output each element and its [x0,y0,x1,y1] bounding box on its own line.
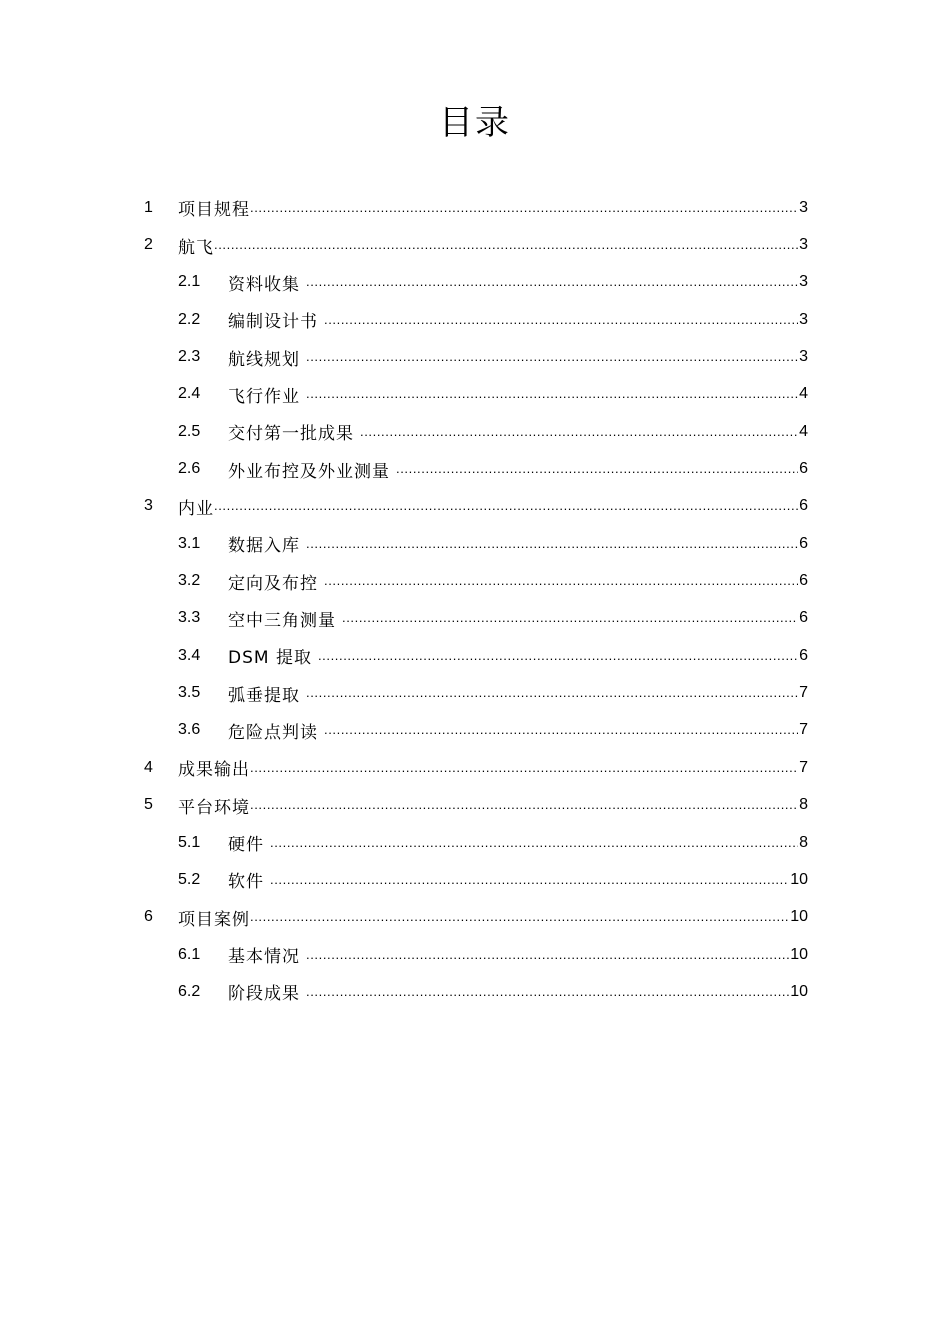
toc-entry-number: 3.6 [178,721,201,739]
toc-entry-title: 空中三角测量 [228,610,336,631]
toc-entry-2-1[interactable] [144,264,808,301]
toc-entry-title: 危险点判读 [228,722,318,743]
toc-dot-leader [214,238,798,258]
toc-entry-3-1[interactable] [144,525,808,562]
toc-entry-title: 飞行作业 [228,386,300,407]
toc-entry-6[interactable] [144,899,808,936]
toc-dot-leader [306,275,798,295]
toc-entry-page: 3 [799,348,808,366]
toc-entry-page: 6 [799,646,808,664]
toc-entry-title: 资料收集 [228,274,300,295]
toc-entry-number: 2.6 [178,460,201,478]
toc-entry-page: 6 [799,609,808,627]
toc-entry-1[interactable] [144,189,808,226]
toc-entry-title: 项目案例 [178,909,250,930]
toc-dot-leader [324,574,798,594]
toc-entry-number: 3.5 [178,684,201,702]
toc-entry-page: 7 [799,758,808,776]
toc-dot-leader [306,686,798,706]
toc-entry-2-3[interactable] [144,338,808,375]
toc-dot-leader [214,499,798,519]
toc-entry-number: 2.1 [178,273,201,291]
toc-entry-3-3[interactable] [144,600,808,637]
toc-entry-title: 阶段成果 [228,984,300,1005]
toc-entry-number: 6.1 [178,945,201,963]
toc-entry-3-5[interactable] [144,674,808,711]
toc-entry-2[interactable] [144,226,808,263]
toc-entry-3-4[interactable] [144,637,808,674]
toc-entry-number: 1 [144,198,153,216]
toc-entry-page: 3 [799,273,808,291]
toc-dot-leader [250,798,798,818]
toc-entry-number: 5.1 [178,833,201,851]
toc-entry-number: 6.2 [178,982,201,1000]
toc-entry-number: 3.1 [178,534,201,552]
toc-entry-2-6[interactable] [144,450,808,487]
toc-entry-page: 8 [799,833,808,851]
table-of-contents [144,189,808,1011]
toc-entry-number: 6 [144,908,153,926]
toc-dot-leader [306,350,798,370]
toc-entry-number: 5 [144,796,153,814]
toc-dot-leader [396,462,798,482]
toc-entry-3[interactable] [144,488,808,525]
toc-entry-page: 10 [790,908,808,926]
toc-entry-number: 2 [144,236,153,254]
toc-entry-3-6[interactable] [144,712,808,749]
toc-entry-title: DSM 提取 [228,648,312,669]
toc-entry-4[interactable] [144,749,808,786]
toc-entry-title: 弧垂提取 [228,685,300,706]
toc-dot-leader [306,537,798,557]
toc-entry-number: 2.3 [178,348,201,366]
toc-entry-page: 6 [799,497,808,515]
toc-entry-title: 项目规程 [178,200,250,221]
toc-entry-page: 8 [799,796,808,814]
toc-entry-number: 2.2 [178,310,201,328]
toc-entry-page: 10 [790,982,808,1000]
toc-dot-leader [250,910,789,930]
toc-dot-leader [306,387,798,407]
toc-dot-leader [270,873,789,893]
toc-entry-2-5[interactable] [144,413,808,450]
toc-entry-title: 航飞 [178,237,214,258]
toc-dot-leader [324,313,798,333]
toc-dot-leader [270,836,798,856]
toc-entry-page: 6 [799,572,808,590]
toc-entry-title: 定向及布控 [228,573,318,594]
toc-entry-page: 4 [799,385,808,403]
toc-entry-page: 6 [799,460,808,478]
toc-entry-title: 内业 [178,498,214,519]
toc-entry-page: 10 [790,870,808,888]
toc-entry-number: 3.2 [178,572,201,590]
toc-entry-page: 3 [799,236,808,254]
toc-entry-5[interactable] [144,787,808,824]
toc-entry-title: 基本情况 [228,947,300,968]
toc-entry-2-4[interactable] [144,376,808,413]
toc-entry-page: 10 [790,945,808,963]
toc-entry-page: 4 [799,422,808,440]
toc-dot-leader [360,425,798,445]
toc-entry-page: 7 [799,684,808,702]
toc-entry-5-2[interactable] [144,861,808,898]
toc-dot-leader [318,649,798,669]
toc-dot-leader [324,723,798,743]
toc-entry-number: 5.2 [178,870,201,888]
toc-entry-title: 平台环境 [178,797,250,818]
toc-dot-leader [250,201,798,221]
toc-entry-2-2[interactable] [144,301,808,338]
toc-dot-leader [342,611,798,631]
toc-entry-number: 2.4 [178,385,201,403]
toc-entry-title: 硬件 [228,835,264,856]
toc-entry-6-1[interactable] [144,936,808,973]
toc-entry-title: 外业布控及外业测量 [228,461,390,482]
toc-entry-page: 3 [799,198,808,216]
toc-entry-3-2[interactable] [144,562,808,599]
toc-entry-5-1[interactable] [144,824,808,861]
toc-entry-page: 6 [799,534,808,552]
toc-dot-leader [306,948,789,968]
toc-entry-number: 2.5 [178,422,201,440]
toc-entry-title: 航线规划 [228,349,300,370]
toc-entry-number: 3.4 [178,646,201,664]
toc-entry-6-2[interactable] [144,973,808,1010]
toc-entry-number: 3 [144,497,153,515]
toc-dot-leader [306,985,789,1005]
toc-entry-number: 4 [144,758,153,776]
toc-entry-title: 交付第一批成果 [228,424,354,445]
toc-entry-title: 编制设计书 [228,312,318,333]
toc-entry-page: 3 [799,310,808,328]
toc-entry-title: 软件 [228,872,264,893]
toc-dot-leader [250,761,798,781]
toc-entry-number: 3.3 [178,609,201,627]
toc-entry-title: 成果输出 [178,760,250,781]
toc-entry-page: 7 [799,721,808,739]
toc-title: 目录 [439,103,511,143]
toc-entry-title: 数据入库 [228,536,300,557]
